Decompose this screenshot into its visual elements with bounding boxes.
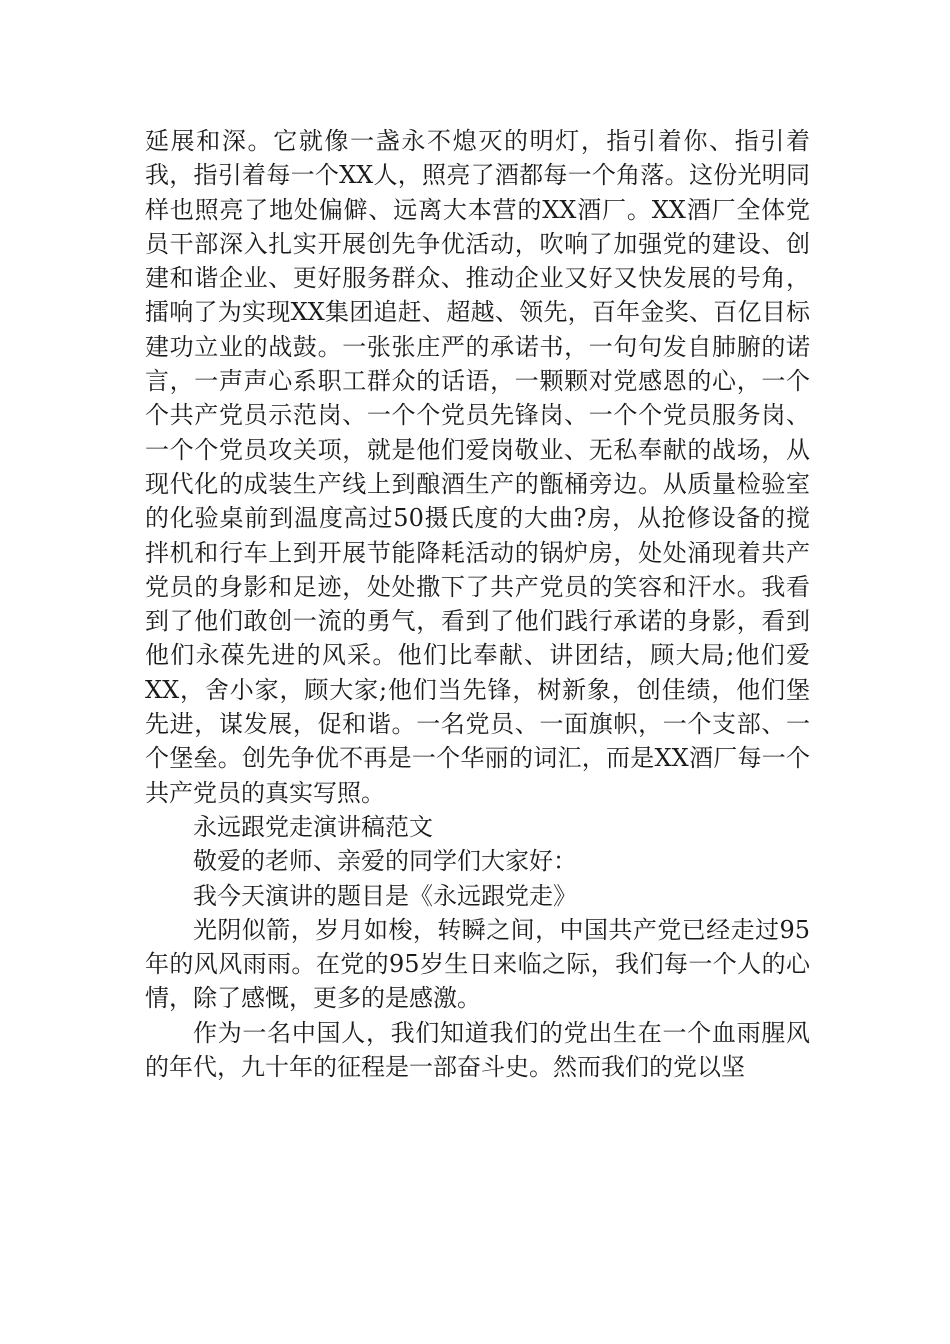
paragraph: 光阴似箭，岁月如梭，转瞬之间，中国共产党已经走过95年的风风雨雨。在党的95岁生日来临之际，我们每一个人的心情，除了感慨，更多的是感激。 (145, 915, 810, 1013)
paragraph-continuation: 延展和深。它就像一盏永不熄灭的明灯，指引着你、指引着我，指引着每一个XX人，照亮了酒都每一个角落。这份光明同样也照亮了地处偏僻、远离大本营的XX酒厂。XX酒厂全体党员干部深入扎实开展创先争优活动，吹响了加强党的建设、创建和谐企业、更好服务群众、推动企业又好又快发展的号角，擂响了为实现XX集团追赶、超越、领先，百年金奖、百亿目标建功立业的战鼓。一张张庄严的承诺书，一句句发自肺腑的诺言，一声声心系职工群众的话语，一颗颗对党感恩的心，一个个共产党员示范岗、一个个党员先锋岗、一个个党员服务岗、一个个党员攻关项，就是他们爱岗敬业、无私奉献的战场，从现代化的成装生产线上到酿酒生产的甑桶旁边。从质量检验室的化验桌前到温度高过50摄氏度的大曲?房，从抢修设备的搅拌机和行车上到开展节能降耗活动的锅炉房，处处涌现着共产党员的身影和足迹，处处撒下了共产党员的笑容和汗水。我看到了他们敢创一流的勇气，看到了他们践行承诺的身影，看到他们永葆先进的风采。他们比奉献、讲团结，顾大局;他们爱XX，舍小家，顾大家;他们当先锋，树新象，创佳绩，他们堡先进，谋发展，促和谐。一名党员、一面旗帜，一个支部、一个堡垒。创先争优不再是一个华丽的词汇，而是XX酒厂每一个共产党员的真实写照。 (145, 127, 810, 807)
body-text (145, 124, 810, 1084)
greeting: 敬爱的老师、亲爱的同学们大家好： (193, 847, 577, 876)
paragraph: 作为一名中国人，我们知道我们的党出生在一个血雨腥风的年代，九十年的征程是一部奋斗史。然而我们的党以坚 (145, 1018, 810, 1082)
speech-topic: 我今天演讲的题目是《永远跟党走》 (193, 881, 577, 910)
speech-title: 永远跟党走演讲稿范文 (193, 812, 433, 841)
